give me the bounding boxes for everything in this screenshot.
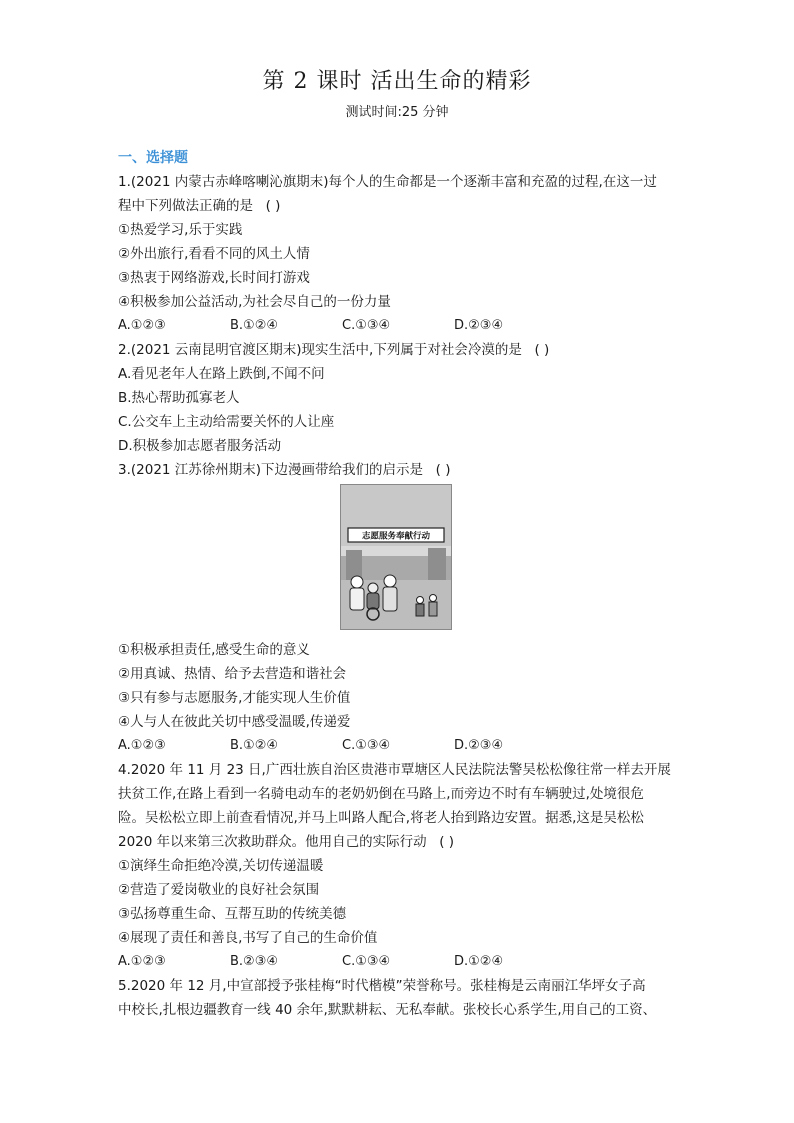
question-1-stem-line-2: 程中下列做法正确的是 ( ) bbox=[118, 194, 688, 218]
option-c: C.①③④ bbox=[342, 738, 391, 753]
option-b: B.②③④ bbox=[230, 954, 279, 969]
question-1-options bbox=[118, 314, 688, 338]
question-3-item: ①积极承担责任,感受生命的意义 bbox=[118, 642, 310, 658]
question-4-stem-line-3: 险。吴松松立即上前查看情况,并马上叫路人配合,将老人抬到路边安置。据悉,这是吴松松 bbox=[118, 810, 644, 826]
question-4-item: ④展现了责任和善良,书写了自己的生命价值 bbox=[118, 930, 378, 946]
question-2-option: D.积极参加志愿者服务活动 bbox=[118, 438, 282, 454]
option-d: D.②③④ bbox=[454, 738, 504, 753]
question-2-option: C.公交车上主动给需要关怀的人让座 bbox=[118, 414, 335, 430]
option-c: C.①③④ bbox=[342, 954, 391, 969]
question-3-options bbox=[118, 734, 688, 758]
question-3-item: ④人与人在彼此关切中感受温暖,传递爱 bbox=[118, 714, 351, 730]
question-2-option: A.看见老年人在路上跌倒,不闻不问 bbox=[118, 366, 325, 382]
answer-blank: ( ) bbox=[435, 462, 451, 478]
question-4-stem-line-4: 2020 年以来第三次救助群众。他用自己的实际行动 ( ) bbox=[118, 830, 688, 854]
question-2-stem: 2.(2021 云南昆明官渡区期末)现实生活中,下列属于对社会冷漠的是 ( ) bbox=[118, 338, 688, 362]
section-heading: 一、选择题 bbox=[118, 150, 188, 166]
option-d: D.①②④ bbox=[454, 954, 504, 969]
question-3-stem: 3.(2021 江苏徐州期末)下边漫画带给我们的启示是 ( ) bbox=[118, 458, 688, 482]
question-4-item: ①演绎生命拒绝冷漠,关切传递温暖 bbox=[118, 858, 324, 874]
option-c: C.①③④ bbox=[342, 318, 391, 333]
option-d: D.②③④ bbox=[454, 318, 504, 333]
option-b: B.①②④ bbox=[230, 738, 279, 753]
question-4-item: ②营造了爱岗敬业的良好社会氛围 bbox=[118, 882, 320, 898]
question-5-stem-line-2: 中校长,扎根边疆教育一线 40 余年,默默耕耘、无私奉献。张校长心系学生,用自己的工资、 bbox=[118, 1002, 657, 1018]
answer-blank: ( ) bbox=[439, 834, 455, 850]
cartoon-banner-text: 志愿服务奉献行动 bbox=[361, 531, 431, 542]
lesson-title: 第 2 课时 活出生命的精彩 bbox=[262, 69, 532, 94]
question-2 bbox=[118, 338, 688, 458]
test-time: 测试时间:25 分钟 bbox=[345, 105, 449, 120]
option-a: A.①②③ bbox=[118, 954, 166, 969]
option-a: A.①②③ bbox=[118, 318, 166, 333]
question-3 bbox=[118, 458, 688, 758]
question-5 bbox=[118, 974, 688, 1022]
option-a: A.①②③ bbox=[118, 738, 166, 753]
question-3-item: ③只有参与志愿服务,才能实现人生价值 bbox=[118, 690, 351, 706]
question-5-stem-line-1: 5.2020 年 12 月,中宣部授予张桂梅“时代楷模”荣誉称号。张桂梅是云南丽江华坪女子高 bbox=[118, 978, 646, 994]
question-3-item: ②用真诚、热情、给予去营造和谐社会 bbox=[118, 666, 347, 682]
option-b: B.①②④ bbox=[230, 318, 279, 333]
question-4-options bbox=[118, 950, 688, 974]
question-4-item: ③弘扬尊重生命、互帮互助的传统美德 bbox=[118, 906, 347, 922]
volunteer-cartoon-image bbox=[340, 484, 452, 630]
question-4 bbox=[118, 758, 688, 974]
question-content bbox=[118, 146, 688, 1022]
question-1-item: ③热衷于网络游戏,长时间打游戏 bbox=[118, 270, 310, 286]
question-1-item: ①热爱学习,乐于实践 bbox=[118, 222, 243, 238]
question-1-item: ②外出旅行,看看不同的风土人情 bbox=[118, 246, 310, 262]
question-4-stem-line-1: 4.2020 年 11 月 23 日,广西壮族自治区贵港市覃塘区人民法院法警吴松松像往常一样去开展 bbox=[118, 762, 671, 778]
question-1 bbox=[118, 170, 688, 338]
question-2-option: B.热心帮助孤寡老人 bbox=[118, 390, 240, 406]
answer-blank: ( ) bbox=[265, 198, 281, 214]
question-1-stem-line-1: 1.(2021 内蒙古赤峰喀喇沁旗期末)每个人的生命都是一个逐渐丰富和充盈的过程,在这一过 bbox=[118, 174, 657, 190]
question-1-item: ④积极参加公益活动,为社会尽自己的一份力量 bbox=[118, 294, 391, 310]
answer-blank: ( ) bbox=[534, 342, 550, 358]
question-4-stem-line-2: 扶贫工作,在路上看到一名骑电动车的老奶奶倒在马路上,而旁边不时有车辆驶过,处境很危 bbox=[118, 786, 644, 802]
